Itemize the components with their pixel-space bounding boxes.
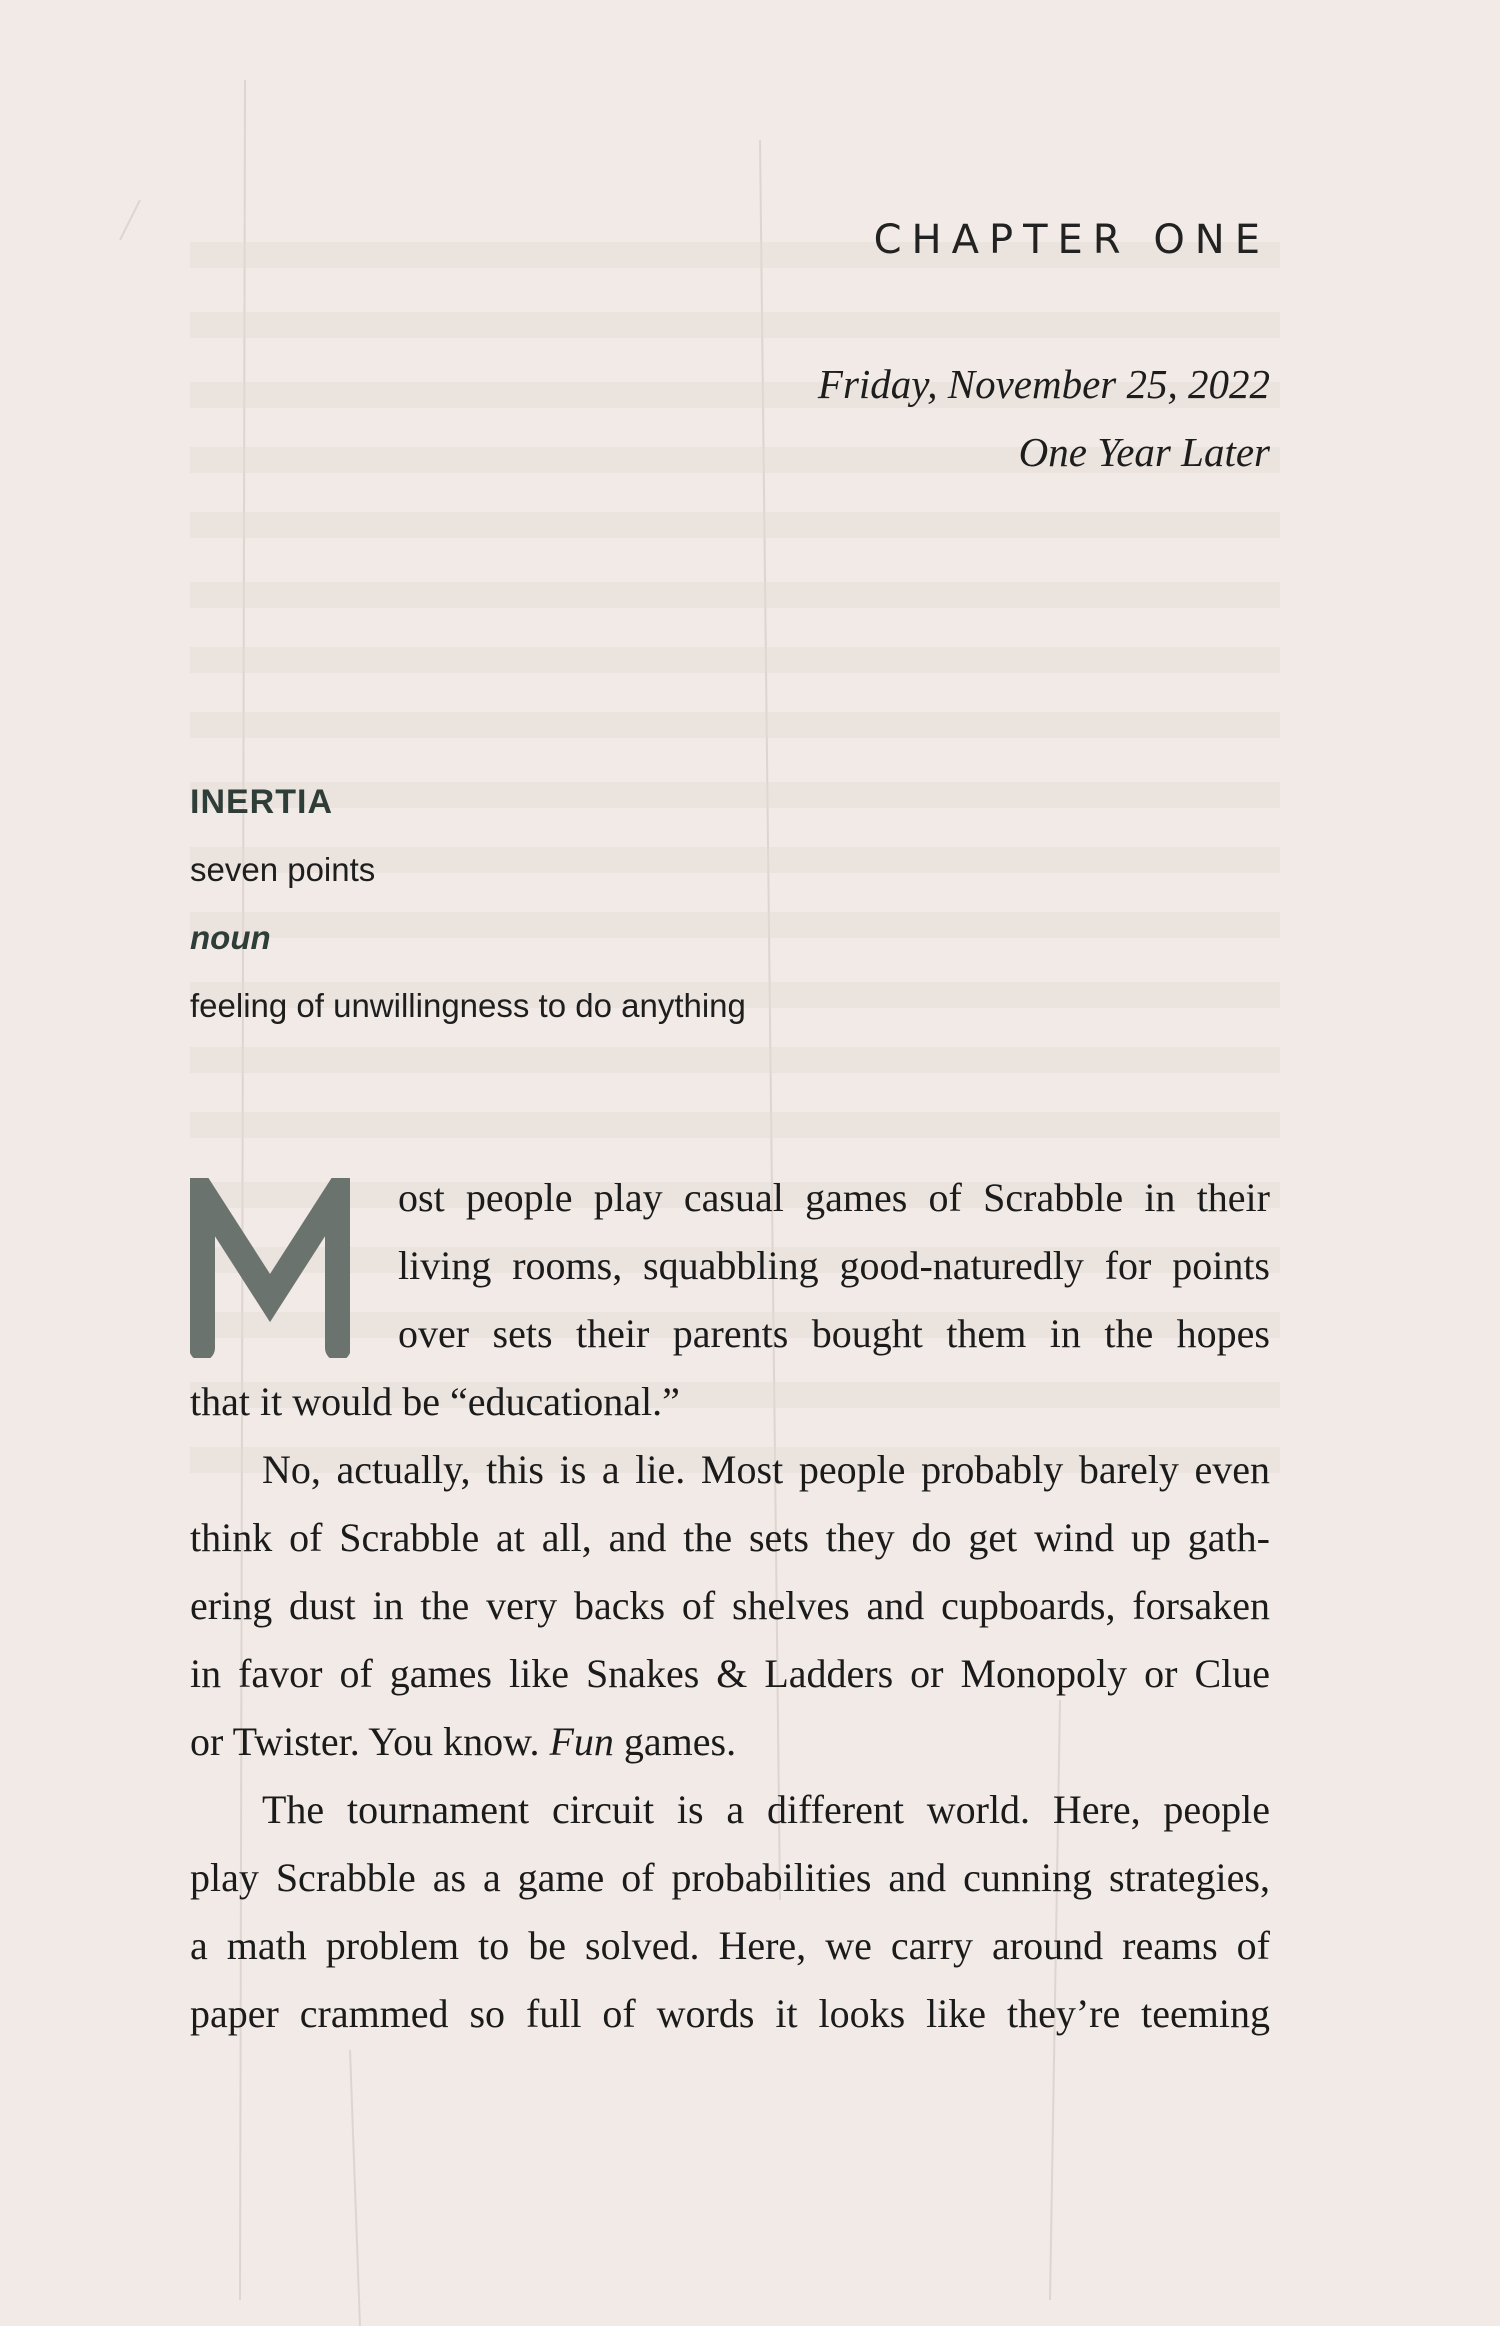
body-text xyxy=(190,1164,1270,2048)
text-line: over sets their parents bought them in the hopes xyxy=(398,1311,1270,1356)
text-line: The tournament circuit is a different world. Here, people xyxy=(262,1787,1270,1832)
chapter-subtitle: One Year Later xyxy=(1018,429,1270,475)
text-run: or Twister. You know. xyxy=(190,1719,550,1764)
text-line: play Scrabble as a game of probabilities and cunning strategies, xyxy=(190,1855,1270,1900)
paragraph-1 xyxy=(190,1164,1270,1436)
chapter-dateline xyxy=(190,350,1270,486)
text-line: that it would be “educational.” xyxy=(190,1379,680,1424)
text-line: ost people play casual games of Scrabble in their xyxy=(398,1175,1270,1220)
paragraph-2 xyxy=(190,1436,1270,1776)
definition-word: INERTIA xyxy=(190,783,333,821)
text-line: a math problem to be solved. Here, we carry around reams of xyxy=(190,1923,1270,1968)
emphasis-fun: Fun xyxy=(549,1719,614,1764)
text-line: ering dust in the very backs of shelves and cupboards, forsaken xyxy=(190,1583,1270,1628)
text-line xyxy=(190,1708,1270,1776)
definition-points: seven points xyxy=(190,851,376,888)
chapter-heading: CHAPTER ONE xyxy=(873,217,1270,263)
text-line: in favor of games like Snakes & Ladders or Monopoly or Clue xyxy=(190,1651,1270,1696)
paragraph-3 xyxy=(190,1776,1270,2048)
word-definition xyxy=(190,768,1270,1040)
text-line: think of Scrabble at all, and the sets they do get wind up gath- xyxy=(190,1515,1270,1560)
text-run: games. xyxy=(613,1719,737,1764)
text-line: living rooms, squabbling good-naturedly for points xyxy=(398,1243,1270,1288)
chapter-date: Friday, November 25, 2022 xyxy=(817,361,1270,407)
text-line: paper crammed so full of words it looks like they’re teeming xyxy=(190,1991,1270,2036)
text-line: No, actually, this is a lie. Most people probably barely even xyxy=(262,1447,1270,1492)
definition-part-of-speech: noun xyxy=(190,919,271,956)
definition-meaning: feeling of unwillingness to do anything xyxy=(190,987,746,1024)
